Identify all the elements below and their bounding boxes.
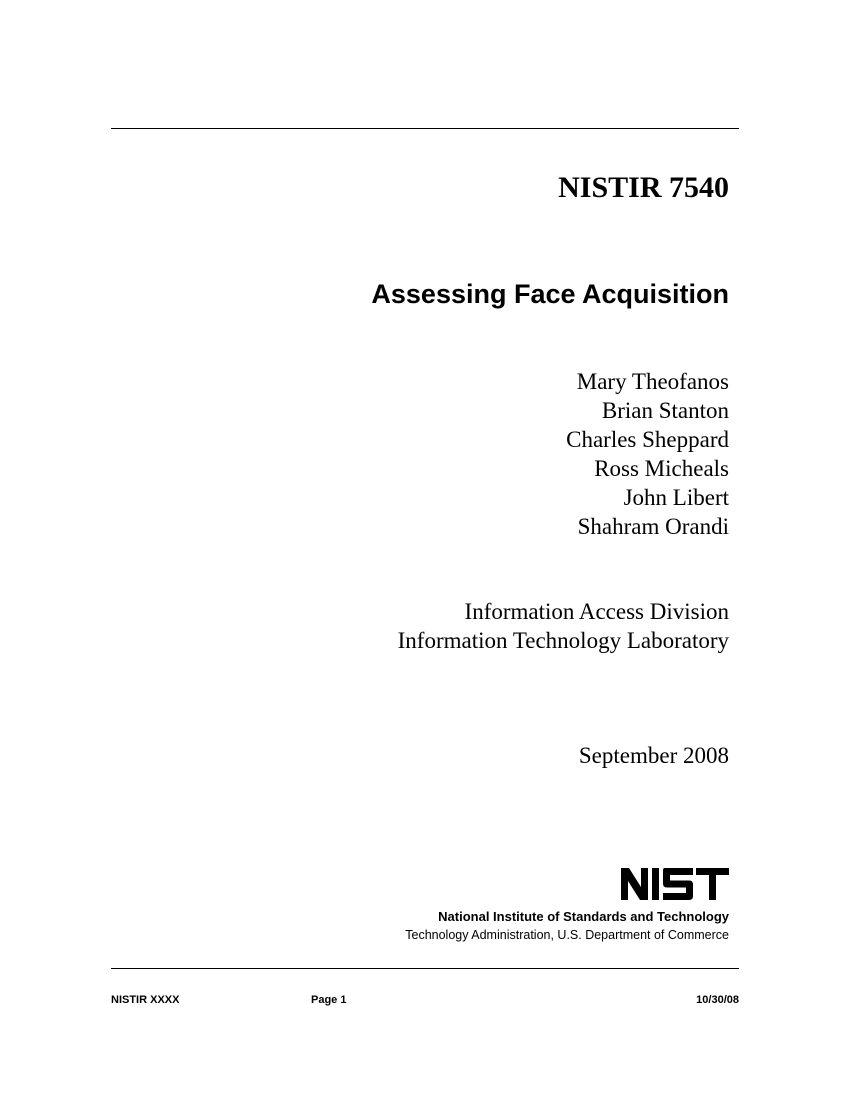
footer-page-number: Page 1 xyxy=(311,994,347,1006)
report-number: NISTIR 7540 xyxy=(558,171,729,204)
author-name: Mary Theofanos xyxy=(576,369,729,394)
laboratory-name: Information Technology Laboratory xyxy=(397,628,729,653)
division-name: Information Access Division xyxy=(464,599,729,624)
org-subtitle: Technology Administration, U.S. Department of Commerce xyxy=(405,928,729,942)
author-name: John Libert xyxy=(623,485,729,510)
document-title: Assessing Face Acquisition xyxy=(371,279,729,309)
author-name: Shahram Orandi xyxy=(577,514,729,539)
nist-logo-block xyxy=(405,868,729,943)
footer-date: 10/30/08 xyxy=(696,994,739,1006)
affiliation xyxy=(398,597,729,655)
author-name: Charles Sheppard xyxy=(566,427,729,452)
footer-report-id: NISTIR XXXX xyxy=(111,994,180,1006)
nist-logo-icon xyxy=(621,868,729,900)
footer-rule xyxy=(111,968,739,969)
org-name: National Institute of Standards and Technology xyxy=(438,909,729,924)
author-name: Brian Stanton xyxy=(601,398,729,423)
publication-date: September 2008 xyxy=(578,743,729,768)
author-name: Ross Micheals xyxy=(594,456,729,481)
author-list xyxy=(566,367,729,541)
header-rule xyxy=(111,128,739,129)
